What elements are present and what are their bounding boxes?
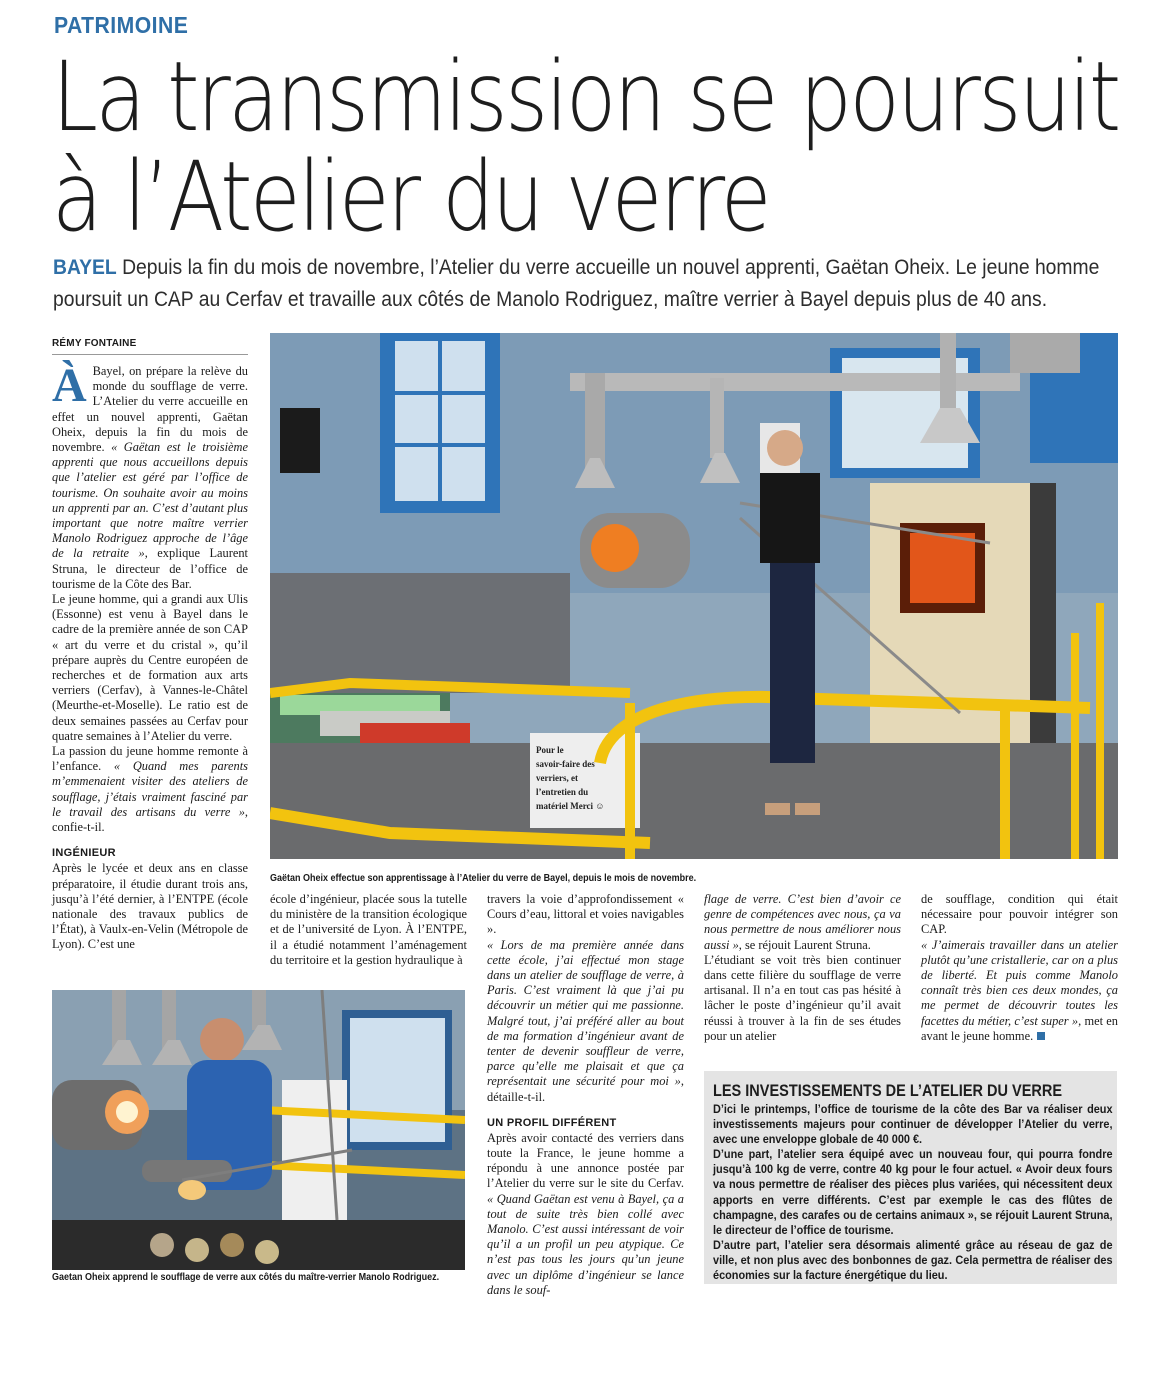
paragraph: D’une part, l’atelier sera équipé avec un nouveau four, qui pourra fondre jusqu’à 100 kg de verre, contre 40 kg pour le four actuel. « Avoir deux fours va nous permettre de réaliser des pièces plus variées, qui nécessitent deux apports en verre différents. C’est par exemple le cas des flûtes de champagne, des carafes ou de certains animaux », se réjouit Laurent Struna, le directeur de l’office de tourisme. — [713, 1147, 1113, 1237]
paragraph: « Lors de ma première année dans cette école, j’ai effectué mon stage dans un atelier de soufflage de verre, à Paris. C’est vraiment là que j’ai pu découvrir un métier qui me passionne. Malgré tout, j’ai préféré aller au bout de ma formation d’ingénieur avant de tenter de devenir souffleur de verre, parce qu’elle me plaisait et que ça représentait une sécurité pour moi », détaille-t-il. — [487, 937, 684, 1104]
investments-box-text — [713, 1102, 1113, 1283]
paragraph: flage de verre. C’est bien d’avoir ce genre de compétences avec nous, ça va nous permettre de nous améliorer nous aussi », se réjouit Laurent Struna. — [704, 892, 901, 952]
paragraph: de soufflage, condition qui était nécessaire pour pouvoir intégrer son CAP. — [921, 892, 1118, 937]
paragraph: Après avoir contacté des verriers dans toute la France, le jeune homme a répondu à une annonce postée par l’Atelier du verre sur le site du Cerfav. « Quand Gaëtan est venu à Bayel, ça a tout de suite très bien collé avec Manolo. C’est aussi intéressant de voir qu’il a un profil un peu atypique. Ce n’est pas tous les jours qu’un jeune avec un diplôme d’ingénieur se lance dans le souf- — [487, 1130, 684, 1297]
paragraph: Le jeune homme, qui a grandi aux Ulis (Essonne) est venu à Bayel dans le cadre de la première année de son CAP « art du verre et du cristal », qu’il prépare auprès du Centre européen de recherches et de formation aux arts verriers (Cerfav), à Vannes-le-Châtel (Meurthe-et-Moselle). Le ratio est de deux semaines passées au Cerfav pour quatre semaines à l’Atelier du verre. — [52, 592, 248, 743]
subheading: UN PROFIL DIFFÉRENT — [487, 1116, 617, 1129]
headline-line-2: à l’Atelier du verre — [52, 140, 769, 253]
paragraph: L’étudiant se voit très bien continuer dans cette filière du soufflage de verre artisanal. Il n’a en tout cas pas hésité à lâcher le poste d’ingénieur qu’il avait réussi à trouver à la fin de ses études pour un atelier — [704, 952, 901, 1043]
secondary-photo — [52, 990, 465, 1270]
lead-paragraph — [53, 252, 1111, 316]
glass-workshop-illustration — [270, 333, 1118, 859]
paragraph: travers la voie d’approfondissement « Cours d’eau, littoral et voies navigables ». — [487, 892, 684, 937]
sign-text-line: savoir-faire des — [536, 759, 595, 769]
article-column-3 — [487, 892, 684, 1298]
headline — [52, 41, 1119, 253]
paragraph: « J’aimerais travailler dans un atelier plutôt qu’une cristallerie, car on a plus de liberté. Et puis comme Manolo connaît très bien ces deux mondes, ça me permet de découvrir toutes les facettes du métier, c’est super », met en avant le jeune homme. — [921, 937, 1118, 1043]
lead-kicker: BAYEL — [53, 256, 117, 279]
paragraph: À Bayel, on prépare la relève du monde du soufflage de verre. L’Atelier du verre accueille en effet un nouvel apprenti, Gaëtan Oheix, depuis la fin du mois de novembre. « Gaëtan est le troisième apprenti que nous accueillons depuis que l’atelier est géré par l’office de tourisme. On souhaite avoir au moins un apprenti par an. C’est d’autant plus important que notre maître verrier Manolo Rodriguez approche de l’âge de la retraite », explique Laurent Struna, le directeur de l’office de tourisme de la Côte des Bar. — [52, 359, 248, 591]
article-column-1 — [52, 359, 249, 953]
sign-text-line: l’entretien du — [536, 787, 589, 797]
byline: RÉMY FONTAINE — [52, 338, 137, 349]
headline-line-1: La transmission se poursuit — [52, 41, 1119, 153]
quote: « Quand Gaëtan est venu à Bayel, ça a tout de suite très bien collé avec Manolo. C’est aussi intéressant de voir qu’il a un profil un peu atypique. Ce n’est pas tous les jours qu’un jeune avec un diplôme d’ingénieur se lance dans le souf- — [487, 1191, 684, 1297]
quote: « Lors de ma première année dans cette école, j’ai effectué mon stage dans un atelier de soufflage de verre, à Paris. C’est vraiment là que j’ai pu découvrir un métier qui me passionne. Malgré tout, j’ai préféré aller au bout de ma formation d’ingénieur avant de tenter de devenir souffleur de verre, parce qu’elle me plaisait et que ça représentait une sécurité pour moi » — [487, 937, 684, 1089]
drop-cap: À — [52, 359, 87, 412]
subheading: INGÉNIEUR — [52, 847, 116, 860]
investments-box-title: LES INVESTISSEMENTS DE L’ATELIER DU VERRE — [713, 1082, 1063, 1100]
paragraph: La passion du jeune homme remonte à l’enfance. « Quand mes parents m’emmenaient visiter des ateliers de soufflage, j’étais vraiment fasciné par le travail des artisans du verre », confie-t-il. — [52, 744, 249, 835]
end-mark-icon — [1037, 1032, 1045, 1040]
glassblower-illustration — [52, 990, 465, 1270]
article-column-2 — [270, 892, 467, 968]
sign-text-line: Pour le — [536, 745, 564, 755]
quote: « J’aimerais travailler dans un atelier plutôt qu’une cristallerie, car on a plus de liberté. Et puis comme Manolo connaît très bien ces deux mondes, ça me permet de découvrir toutes les facettes du métier, c’est super » — [921, 937, 1118, 1028]
main-photo-caption: Gaëtan Oheix effectue son apprentissage à l’Atelier du verre de Bayel, depuis le mois de novembre. — [270, 873, 697, 884]
lead-text: Depuis la fin du mois de novembre, l’Atelier du verre accueille un nouvel apprenti, Gaëtan Oheix. Le jeune homme poursuit un CAP au Cerfav et travaille aux côtés de Manolo Rodriguez, maître verrier à Bayel depuis plus de 40 ans. — [53, 256, 1100, 311]
sign-text-line: matériel Merci ☺ — [536, 801, 605, 811]
paragraph: D’ici le printemps, l’office de tourisme de la côte des Bar va réaliser deux investissements majeurs pour continuer de développer l’Atelier du verre, avec une enveloppe globale de 40 000 €. — [713, 1102, 1113, 1147]
paragraph: école d’ingénieur, placée sous la tutelle du ministère de la transition écologique et de l’université de Lyon. À l’ENTPE, il a étudié notamment l’aménagement du territoire et la gestion hydraulique à — [270, 892, 467, 967]
article-column-4 — [704, 892, 901, 1044]
quote: « Gaëtan est le troisième apprenti que nous accueillons depuis que l’atelier est géré par l’office de tourisme. On souhaite avoir au moins un apprenti par an. C’est d’autant plus important que notre maître verrier Manolo Rodriguez approche de l’âge de la retraite » — [52, 440, 248, 561]
secondary-photo-caption: Gaetan Oheix apprend le soufflage de verre aux côtés du maître-verrier Manolo Rodriguez. — [52, 1272, 440, 1283]
byline-divider — [52, 354, 248, 355]
paragraph: D’autre part, l’atelier sera désormais alimenté grâce au réseau de gaz de ville, et non plus avec des bonbonnes de gaz. Cela permettra de réaliser des économies sur la facture énergétique du lieu. — [713, 1237, 1113, 1283]
main-photo — [270, 333, 1118, 859]
paragraph: Après le lycée et deux ans en classe préparatoire, il étudie durant trois ans, jusqu’à l’été dernier, à l’ENTPE (école nationale des travaux publics de l’État), à Vaulx-en-Velin (Métropole de Lyon). C’est une — [52, 861, 248, 952]
sign-text-line: verriers, et — [536, 773, 578, 783]
quote: flage de verre. C’est bien d’avoir ce genre de compétences avec nous, ça va nous permettre de nous améliorer nous aussi » — [704, 892, 901, 952]
section-label: PATRIMOINE — [54, 12, 189, 38]
quote: « Quand mes parents m’emmenaient visiter des ateliers de soufflage, j’étais vraiment fasciné par le travail des artisans du verre » — [52, 759, 249, 819]
article-column-5 — [921, 892, 1118, 1044]
